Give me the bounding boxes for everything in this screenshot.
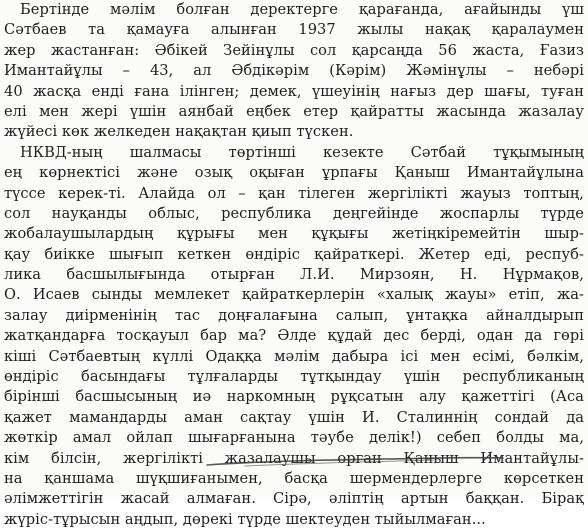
text-line: қажет мамандарды аман сақтау үшін И. Сталиннің сондай да (4, 408, 584, 426)
paragraph-2 (4, 143, 584, 530)
text-line: О. Исаев сынды мемлекет қайраткерлерін «халық жауы» етіп, жа- (4, 286, 584, 304)
text-line: сол науқанды облыс, республика деңгейінде жоспарлы түрде (4, 204, 584, 222)
text-line: жобалаушылардың құрығы мен құқығы жетіңкіремейтін шыр- (4, 225, 584, 243)
paragraph-1 (4, 0, 584, 143)
text-line: әлімжеттігін жасай алмаған. Сірә, әліптің артын баққан. Бірақ (4, 490, 584, 508)
text-line: 40 жасқа енді ғана ілінген; демек, үшеуінің нағыз дер шағы, туған (4, 82, 584, 100)
text-line: бірінші басшысының иә наркомның рұқсатын алу қажеттігі (Аса (4, 388, 584, 406)
text-line: НКВД-ның шалмасы төртінші кезекте Сәтбай тұқымының (20, 143, 584, 161)
text-line: жөткір амал ойлап шығарғанына тәубе делік!) себеп болды ма, (4, 429, 584, 447)
text-line: жер жастанған: Әбікей Зейінұлы сол қарсаңда 56 жаста, Ғазиз (4, 41, 584, 59)
text-line: кім білсін, жергілікті жазалаушы орган Қаныш Имантайұлы- (4, 449, 584, 467)
body-text (4, 0, 584, 530)
text-line: Имантайұлы – 43, ал Әбдікәрім (Кәрім) Жәмінұлы – небәрі (4, 62, 584, 80)
text-line: Бертінде мәлім болған деректерге қарағанда, ағайынды үш (20, 1, 584, 18)
text-line: лика басшылығында отырған Л.И. Мирзоян, Н. Нұрмақов, (4, 266, 584, 284)
text-line: қау биікке шығып кеткен өндіріс қайраткері. Жетер еді, респуб- (4, 245, 584, 263)
text-line: елі мен жері үшін аянбай еңбек етер қайратты жасында жазалау (4, 102, 584, 120)
text-line: түссе керек-ті. Алайда ол – қан тілеген жергілікті жауыз топтың, (4, 184, 584, 202)
text-line: Сәтбаев та қамауға алынған 1937 жылы нақақ қаралаумен (4, 21, 584, 39)
text-line: жүріс-тұрысын аңдып, дөрекі түрде шектеуден тыйылмаған... (4, 510, 486, 528)
text-line: өндіріс басындағы тұлғаларды тұтқындау үшін республиканың (4, 368, 584, 386)
text-line: на қаншама шүқшиғанымен, басқа шермендерлерге көрсеткен (4, 469, 584, 487)
text-line: залау диірменінің тас доңғалағына салып, ұнтақка айналдырып (4, 306, 584, 324)
text-line: кіші Сәтбаевтың күллі Одаққа мәлім дабыра ісі мен есімі, бәлкім, (4, 347, 584, 365)
text-line: жатқандарға тосқауыл бар ма? Әлде құдай дес берді, одан да гөрі (4, 327, 584, 345)
text-line: ең көрнектісі және озық оқыған ұрпағы Қаныш Имантайұлына (4, 164, 584, 182)
text-line: жүйесі көк желкеден нақақтан қиып түскен. (4, 123, 354, 141)
